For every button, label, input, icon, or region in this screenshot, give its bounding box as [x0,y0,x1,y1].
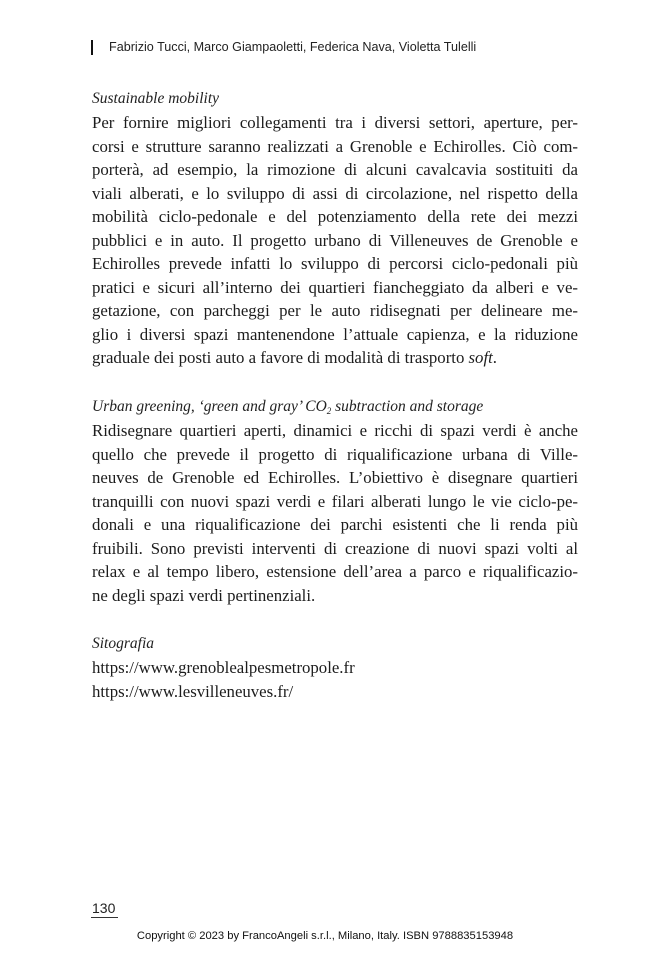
section-heading [92,395,578,419]
paragraph-line: getazione, con parcheggi per le auto ridisegnati per delineare me- [92,301,578,320]
running-head-authors: Fabrizio Tucci, Marco Giampaoletti, Federica Nava, Violetta Tulelli [109,40,477,54]
section-sustainable-mobility [92,87,578,370]
paragraph-line: Ridisegnare quartieri aperti, dinamici e ricchi di spazi verdi è anche [92,421,578,440]
running-head-bar [91,40,93,55]
section-sitografia [92,632,578,703]
paragraph-line: mobilità ciclo-pedonale e del potenziamento della rete dei mezzi [92,207,578,226]
paragraph-line: neuves de Grenoble ed Echirolles. L’obiettivo è disegnare quartieri [92,468,578,487]
site-link[interactable]: https://www.lesvilleneuves.fr/ [92,681,294,701]
paragraph-line: quello che prevede il progetto di riqualificazione urbana di Ville- [92,444,578,464]
copyright-notice: Copyright © 2023 by FrancoAngeli s.r.l., Milano, Italy. ISBN 9788835153948 [136,930,514,942]
heading-text: Urban greening, ‘green and gray’ CO [92,398,327,415]
paragraph-line: pratici e sicuri all’interno dei quartieri fiancheggiato da alberi e ve- [92,277,578,297]
paragraph-last-line: ne degli spazi verdi pertinenziali. [92,585,316,605]
italic-term: soft [468,348,493,367]
page-number: 130 [92,900,116,916]
paragraph-last-line [92,346,578,370]
page-number-rule [91,917,118,918]
paragraph-line: Per fornire migliori collegamenti tra i diversi settori, aperture, per- [92,113,578,132]
last-line-text: graduale dei posti auto a favore di modalità di trasporto [92,348,469,367]
paragraph-line: fruibili. Sono previsti interventi di creazione di nuovi spazi volti al [92,538,578,558]
heading-subscript: 2 [326,406,332,416]
paragraph-line: viali alberati, e lo sviluppo di assi di circolazione, nel rispetto della [92,183,578,203]
paragraph-line: glio i diversi spazi mantenendone l’attuale capienza, e la riduzione [92,324,578,344]
paragraph-line: donali e una riqualificazione dei parchi esistenti che li renda più [92,515,578,534]
section-heading: Sitografia [92,635,155,652]
section-urban-greening [92,395,578,607]
paragraph-line: pubblici e in auto. Il progetto urbano di Villeneuves de Grenoble e [92,230,578,250]
paragraph-line: Echirolles prevede infatti lo sviluppo di percorsi ciclo-pedonali più [92,254,578,273]
running-head [91,38,476,56]
paragraph-line: relax e al tempo libero, estensione dell’area a parco e riqualificazio- [92,562,578,581]
site-link[interactable]: https://www.grenoblealpesmetropole.fr [92,658,355,677]
paragraph-line: corsi e strutture saranno realizzati a Grenoble e Echirolles. Ciò com- [92,136,578,156]
paragraph-line: porterà, ad esempio, la rimozione di alcuni cavalcavia sostituiti da [92,160,578,179]
paragraph-line: tranquilli con nuovi spazi verdi e filari alberati lungo le vie ciclo-pe- [92,491,578,511]
section-heading: Sustainable mobility [92,90,220,107]
heading-text-continued: subtraction and storage [331,398,484,415]
last-line-punctuation: . [492,348,497,367]
